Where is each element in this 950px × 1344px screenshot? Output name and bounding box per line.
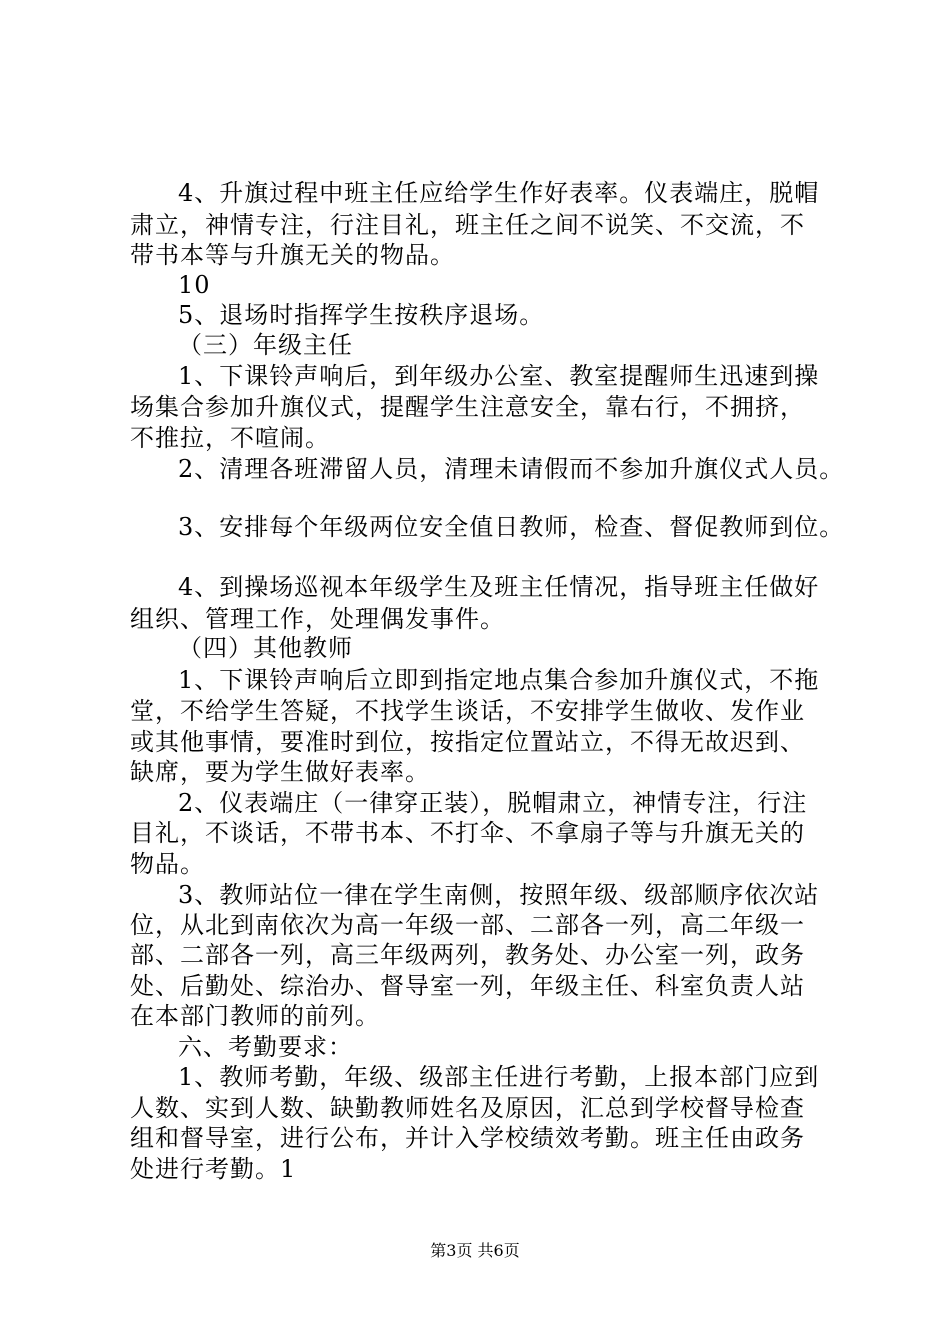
paragraph-line: 组和督导室，进行公布，并计入学校绩效考勤。班主任由政务	[130, 1124, 805, 1152]
paragraph-line: 3、教师站位一律在学生南侧，按照年级、级部顺序依次站	[178, 881, 820, 909]
paragraph-line: 在本部门教师的前列。	[130, 1002, 380, 1030]
paragraph-line: 不推拉，不喧闹。	[130, 424, 330, 452]
paragraph-line: 1、下课铃声响后，到年级办公室、教室提醒师生迅速到操	[178, 362, 820, 390]
paragraph-line: 1、教师考勤，年级、级部主任进行考勤，上报本部门应到	[178, 1063, 820, 1091]
paragraph-line: 场集合参加升旗仪式，提醒学生注意安全，靠右行，不拥挤，	[130, 393, 805, 421]
paragraph-line: 缺席，要为学生做好表率。	[130, 758, 430, 786]
paragraph-line: 处、后勤处、综治办、督导室一列，年级主任、科室负责人站	[130, 972, 805, 1000]
section-heading: 六、考勤要求：	[178, 1033, 353, 1061]
paragraph-line: 3、安排每个年级两位安全值日教师，检查、督促教师到位。	[178, 513, 845, 541]
paragraph-line: 组织、管理工作，处理偶发事件。	[130, 605, 505, 633]
paragraph-line: 堂，不给学生答疑，不找学生谈话，不安排学生做收、发作业	[130, 697, 805, 725]
page-footer: 第3页 共6页	[430, 1241, 520, 1260]
paragraph-line: 部、二部各一列，高三年级两列，教务处、办公室一列，政务	[130, 941, 805, 969]
paragraph-line: 肃立，神情专注，行注目礼，班主任之间不说笑、不交流，不	[130, 211, 805, 239]
paragraph-line: 人数、实到人数、缺勤教师姓名及原因，汇总到学校督导检查	[130, 1094, 805, 1122]
page-number-marker: 10	[178, 271, 211, 299]
paragraph-line: 1、下课铃声响后立即到指定地点集合参加升旗仪式，不拖	[178, 666, 820, 694]
paragraph-line: 目礼，不谈话，不带书本、不打伞、不拿扇子等与升旗无关的	[130, 819, 805, 847]
paragraph-line: 物品。	[130, 850, 205, 878]
paragraph-line: 2、仪表端庄（一律穿正装），脱帽肃立，神情专注，行注	[178, 789, 808, 817]
paragraph-line: 或其他事情，要准时到位，按指定位置站立，不得无故迟到、	[130, 728, 805, 756]
paragraph-line: 2、清理各班滞留人员，清理未请假而不参加升旗仪式人员。	[178, 455, 845, 483]
paragraph-line: 4、到操场巡视本年级学生及班主任情况，指导班主任做好	[178, 573, 820, 601]
section-heading: （四）其他教师	[178, 634, 353, 662]
paragraph-line: 位，从北到南依次为高一年级一部、二部各一列，高二年级一	[130, 911, 805, 939]
paragraph-line: 带书本等与升旗无关的物品。	[130, 241, 455, 269]
section-heading: （三）年级主任	[178, 331, 353, 359]
paragraph-line: 处进行考勤。1	[130, 1155, 297, 1183]
paragraph-line: 5、退场时指挥学生按秩序退场。	[178, 301, 545, 329]
paragraph-line: 4、升旗过程中班主任应给学生作好表率。仪表端庄，脱帽	[178, 179, 820, 207]
